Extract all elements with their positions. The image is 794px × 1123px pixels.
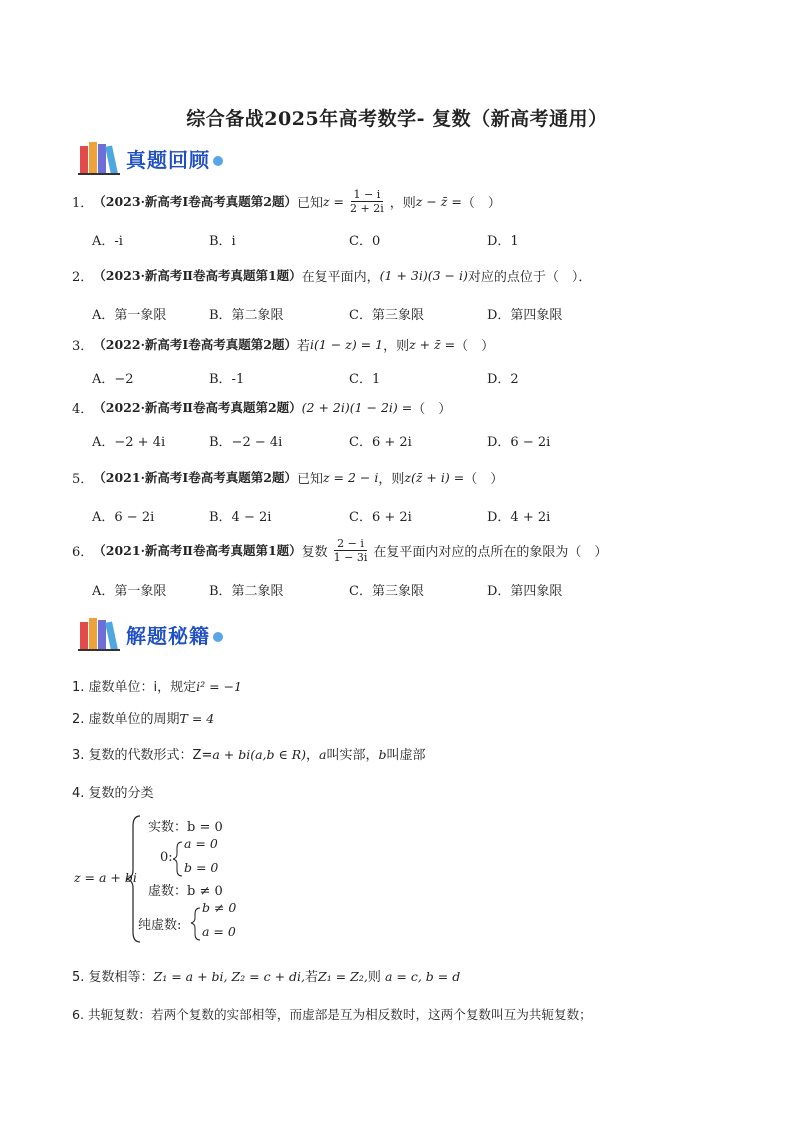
question-6: 6． （2021·新高考Ⅱ卷高考真题第1题） 复数 $\frac{2 - i}{1 - 3i}$ 在复平面内对应的点所在的象限为（ ） bbox=[72, 536, 608, 564]
question-5: 5． （2021·新高考Ⅰ卷高考真题第2题） 已知 z = 2 − i ，则 z(z̄ + i) = （ ） bbox=[72, 469, 504, 487]
option-a[interactable]: A．6 − 2i bbox=[92, 510, 155, 525]
tip-5: 5. 复数相等：Z₁ = a + bi, Z₂ = c + di,若Z₁ = Z₂,则 a = c, b = d bbox=[72, 969, 461, 985]
option-b[interactable]: B．−2 − 4i bbox=[209, 435, 283, 450]
section-header-tips bbox=[78, 614, 223, 654]
question-source: （2023·新高考Ⅰ卷高考真题第2题） bbox=[93, 194, 297, 209]
question-2: 2． （2023·新高考Ⅱ卷高考真题第1题） 在复平面内， (1 + 3i)(3 − i) 对应的点位于（ ）． bbox=[72, 267, 592, 285]
option-d[interactable]: D．6 − 2i bbox=[487, 435, 551, 450]
section-header-review bbox=[78, 138, 223, 178]
question-3: 3． （2022·新高考Ⅰ卷高考真题第2题） 若 i(1 − z) = 1 ，则 z + z̄ = （ ） bbox=[72, 336, 495, 354]
option-a[interactable]: A．第一象限 bbox=[92, 584, 167, 599]
options-1 bbox=[92, 230, 732, 248]
option-a[interactable]: A．-i bbox=[92, 234, 123, 249]
option-c[interactable]: C．6 + 2i bbox=[349, 510, 412, 525]
section-dot bbox=[213, 632, 223, 642]
option-c[interactable]: C．第三象限 bbox=[349, 308, 424, 323]
options-3 bbox=[92, 368, 732, 386]
options-6 bbox=[92, 580, 732, 598]
section-dot bbox=[213, 156, 223, 166]
options-2 bbox=[92, 304, 732, 322]
option-c[interactable]: C．6 + 2i bbox=[349, 435, 412, 450]
fraction: $\frac{2 - i}{1 - 3i}$ bbox=[333, 536, 368, 564]
tip-6: 6. 共轭复数：若两个复数的实部相等，而虚部是互为相反数时，这两个复数叫互为共轭复数； bbox=[72, 1007, 592, 1022]
section-title: 真题回顾 bbox=[126, 147, 210, 172]
options-5 bbox=[92, 506, 732, 524]
tip-1: 1. 虚数单位：i，规定i² = −1 bbox=[72, 679, 243, 695]
question-source: （2023·新高考Ⅱ卷高考真题第1题） bbox=[93, 268, 302, 283]
question-source: （2021·新高考Ⅱ卷高考真题第1题） bbox=[93, 543, 302, 558]
question-1: 1． （2023·新高考Ⅰ卷高考真题第2题） 已知 z = $\frac{1 - i}{2 + 2i}$ ，则 z − z̄ = （ ） bbox=[72, 187, 501, 215]
option-a[interactable]: A．−2 bbox=[92, 372, 134, 387]
question-source: （2022·新高考Ⅱ卷高考真题第2题） bbox=[93, 400, 302, 415]
option-c[interactable]: C．1 bbox=[349, 372, 381, 387]
option-b[interactable]: B．i bbox=[209, 234, 236, 249]
options-4 bbox=[92, 431, 732, 449]
fraction: $\frac{1 - i}{2 + 2i}$ bbox=[350, 187, 384, 215]
option-d[interactable]: D．第四象限 bbox=[487, 584, 563, 599]
tip-3: 3. 复数的代数形式：Z=a + bi(a,b ∈ R)，a叫实部，b叫虚部 bbox=[72, 747, 426, 763]
option-d[interactable]: D．第四象限 bbox=[487, 308, 563, 323]
document-title: 综合备战2025年高考数学- 复数（新高考通用） bbox=[186, 108, 608, 130]
option-c[interactable]: C．第三象限 bbox=[349, 584, 424, 599]
option-d[interactable]: D．2 bbox=[487, 372, 519, 387]
option-c[interactable]: C．0 bbox=[349, 234, 381, 249]
option-b[interactable]: B．-1 bbox=[209, 372, 245, 387]
tip-2: 2. 虚数单位的周期T = 4 bbox=[72, 711, 215, 727]
option-b[interactable]: B．第二象限 bbox=[209, 584, 284, 599]
option-d[interactable]: D．4 + 2i bbox=[487, 510, 551, 525]
section-title: 解题秘籍 bbox=[126, 623, 210, 648]
question-source: （2021·新高考Ⅰ卷高考真题第2题） bbox=[93, 470, 297, 485]
books-icon bbox=[78, 140, 122, 176]
option-a[interactable]: A．第一象限 bbox=[92, 308, 167, 323]
question-4: 4． （2022·新高考Ⅱ卷高考真题第2题） (2 + 2i)(1 − 2i) = （ ） bbox=[72, 399, 452, 417]
complex-classification: z = a + bi 实数：b = 0 0: a = 0 b = 0 虚数：b ≠ 0 纯虚数: b ≠ 0 a = 0 bbox=[70, 812, 330, 946]
option-b[interactable]: B．第二象限 bbox=[209, 308, 284, 323]
option-d[interactable]: D．1 bbox=[487, 234, 519, 249]
option-a[interactable]: A．−2 + 4i bbox=[92, 435, 166, 450]
tip-4: 4. 复数的分类 bbox=[72, 786, 154, 801]
books-icon bbox=[78, 616, 122, 652]
option-b[interactable]: B．4 − 2i bbox=[209, 510, 272, 525]
question-source: （2022·新高考Ⅰ卷高考真题第2题） bbox=[93, 337, 297, 352]
